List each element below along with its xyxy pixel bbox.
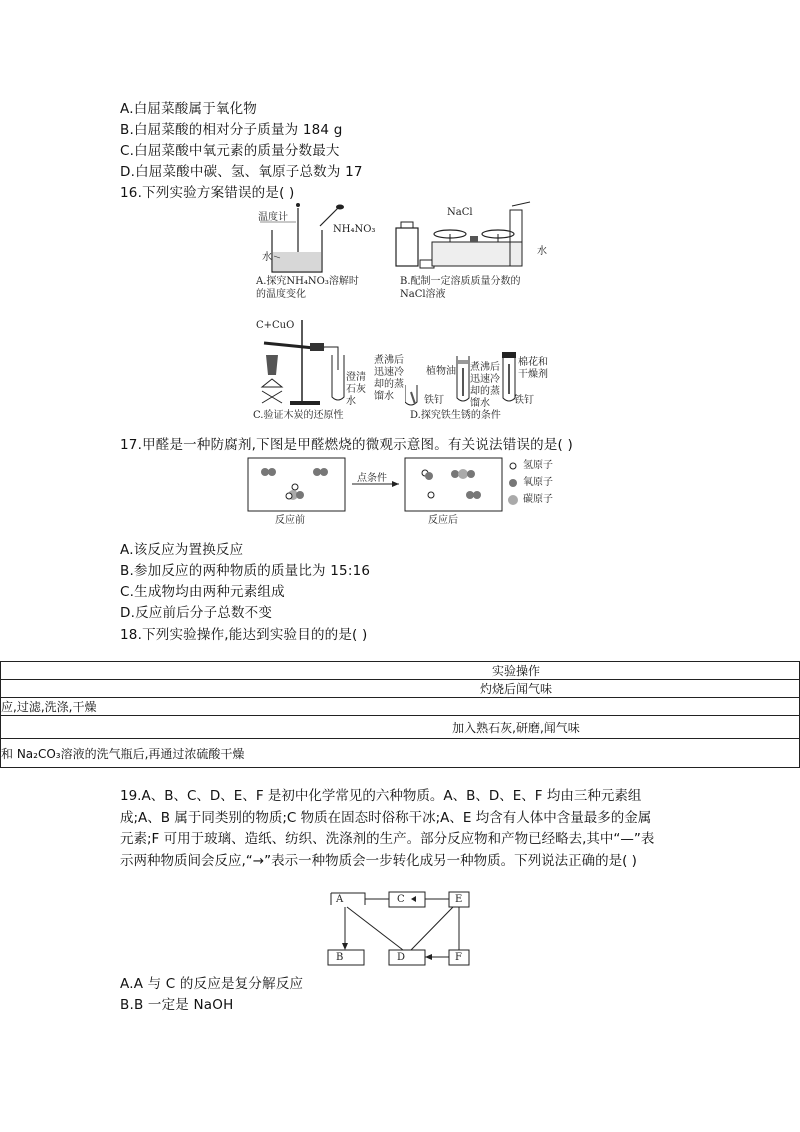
fig-d-rusting-diagram [405, 350, 525, 410]
q17-option-c: C.生成物均由两种元素组成 [120, 584, 285, 600]
fig-b-caption-2: NaCl溶液 [400, 289, 446, 300]
fig-d-caption: D.探究铁生锈的条件 [410, 410, 501, 421]
q18-table [0, 661, 800, 768]
q19-node-f: F [455, 952, 462, 963]
q17-stem: 17.甲醛是一种防腐剂,下图是甲醛燃烧的微观示意图。有关说法错误的是( ) [120, 437, 573, 453]
fig-a-salt-label: NH₄NO₃ [333, 224, 376, 235]
q19-option-b: B.B 一定是 NaOH [120, 997, 234, 1013]
fig-b-water-label: 水 [537, 246, 547, 257]
q17-after-label: 反应后 [428, 515, 458, 526]
q17-option-b: B.参加反应的两种物质的质量比为 15:16 [120, 563, 371, 579]
q19-node-d: D [397, 952, 406, 963]
fig-d-nail-label-1: 铁钉 [424, 395, 444, 406]
q15-option-a: A.白屈菜酸属于氧化物 [120, 101, 257, 117]
q17-legend-hydrogen: 氢原子 [523, 460, 553, 471]
fig-d-nail-label-2: 铁钉 [514, 395, 534, 406]
fig-c-reagent-label: C+CuO [256, 320, 295, 331]
q15-option-b: B.白屈菜酸的相对分子质量为 184 g [120, 122, 343, 138]
fig-b-caption-1: B.配制一定溶质质量分数的 [400, 276, 521, 287]
q17-option-d: D.反应前后分子总数不变 [120, 605, 273, 621]
fig-a-water-label: 水 [262, 252, 272, 263]
q18-table-row-1: 灼烧后闻气味 [1, 680, 800, 698]
fig-a-thermometer-label: 温度计 [258, 212, 288, 223]
q19-node-a: A [336, 894, 344, 905]
q18-table-row-2: 应,过滤,洗涤,干燥 [1, 698, 800, 716]
q19-stem: 19.A、B、C、D、E、F 是初中化学常见的六种物质。A、B、D、E、F 均由三种元素组成;A、B 属于同类别的物质;C 物质在固态时俗称干冰;A、E 均含有人体中含量最多的金属元素;F 可用于玻璃、造纸、纺织、洗涤剂的生产。部分反应物和产物已经略去,其中“—”表示两种物质间会反应,“→”表示一种物质会一步转化成另一种物质。下列说法正确的是( ) [120, 788, 655, 869]
q18-table-header: 实验操作 [1, 662, 800, 680]
q15-option-c: C.白屈菜酸中氧元素的质量分数最大 [120, 143, 340, 159]
q17-arrow-label: 点条件 [357, 473, 387, 484]
fig-b-salt-label: NaCl [447, 207, 473, 218]
q19-node-c: C [397, 894, 405, 905]
fig-c-limewater-label: 澄清 石灰 水 [346, 372, 366, 407]
q18-table-row-3: 加入熟石灰,研磨,闻气味 [1, 716, 800, 739]
fig-d-label-1: 煮沸后 迅速冷 却的蒸 馏水 [374, 355, 404, 402]
q18-table-row-4: 和 Na₂CO₃溶液的洗气瓶后,再通过浓硫酸干燥 [1, 739, 800, 768]
q16-stem: 16.下列实验方案错误的是( ) [120, 185, 295, 201]
fig-d-label-2: 植物油 [426, 366, 456, 377]
fig-d-label-4: 棉花和 干燥剂 [518, 357, 548, 380]
fig-a-caption-1: A.探究NH₄NO₃溶解时 [256, 276, 359, 287]
q15-option-d: D.白屈菜酸中碳、氢、氧原子总数为 17 [120, 164, 363, 180]
fig-a-caption-2: 的温度变化 [256, 289, 306, 300]
q18-stem: 18.下列实验操作,能达到实验目的的是( ) [120, 627, 368, 643]
q17-legend-oxygen: 氧原子 [523, 477, 553, 488]
fig-d-label-3: 煮沸后 迅速冷 却的蒸 馏水 [470, 362, 500, 409]
fig-c-caption: C.验证木炭的还原性 [253, 410, 344, 421]
q17-option-a: A.该反应为置换反应 [120, 542, 244, 558]
q19-node-b: B [336, 952, 344, 963]
q19-option-a: A.A 与 C 的反应是复分解反应 [120, 976, 304, 992]
q17-legend-carbon: 碳原子 [523, 494, 553, 505]
q19-node-e: E [455, 894, 463, 905]
q17-before-label: 反应前 [275, 515, 305, 526]
